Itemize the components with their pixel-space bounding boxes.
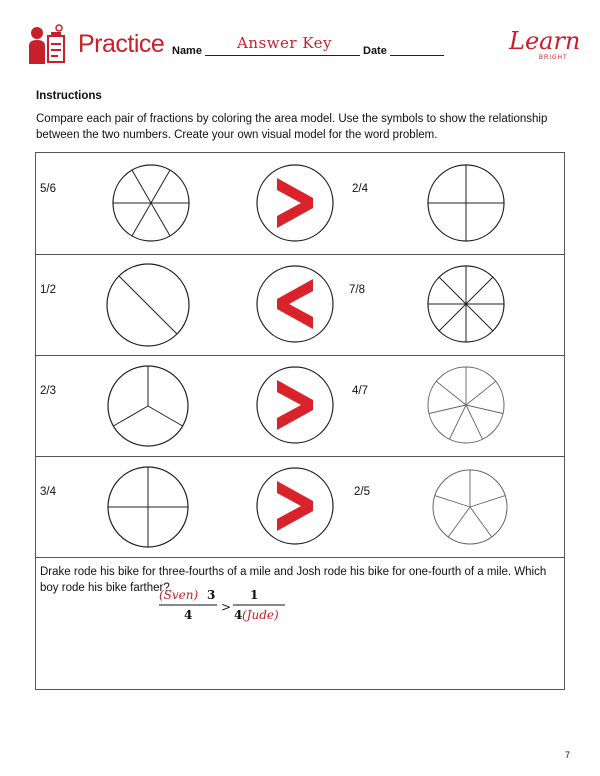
answer-key-label: Answer Key bbox=[237, 34, 332, 52]
answer-right-denominator: 4 bbox=[234, 608, 243, 622]
answer-left-name: (Sven) bbox=[159, 588, 199, 602]
left-fraction: 1/2 bbox=[40, 284, 56, 296]
comparison-table bbox=[35, 152, 565, 690]
word-problem bbox=[36, 557, 564, 689]
answer-right-numerator: 1 bbox=[250, 588, 259, 602]
name-label: Name bbox=[172, 45, 202, 57]
left-fraction: 2/3 bbox=[40, 385, 56, 397]
left-area-model[interactable] bbox=[105, 262, 191, 348]
date-field[interactable] bbox=[390, 55, 444, 56]
right-area-model[interactable] bbox=[426, 264, 506, 344]
comparison-row bbox=[36, 456, 564, 558]
page-number: 7 bbox=[565, 750, 571, 760]
comparison-row bbox=[36, 254, 564, 356]
teacher-icon bbox=[28, 24, 72, 64]
learn-bright-logo-sub: BRIGHT bbox=[539, 55, 568, 61]
comparison-symbol[interactable] bbox=[255, 264, 335, 344]
left-fraction: 5/6 bbox=[40, 183, 56, 195]
answer-right-name: (Jude) bbox=[242, 608, 279, 622]
left-area-model[interactable] bbox=[111, 163, 191, 243]
right-fraction: 2/5 bbox=[354, 486, 370, 498]
answer-left-numerator: 3 bbox=[207, 588, 216, 602]
word-problem-answer[interactable] bbox=[157, 585, 297, 633]
name-field[interactable] bbox=[205, 55, 360, 56]
comparison-symbol[interactable] bbox=[255, 163, 335, 243]
practice-title: Practice bbox=[78, 30, 165, 58]
comparison-symbol[interactable] bbox=[255, 365, 335, 445]
right-area-model[interactable] bbox=[431, 468, 509, 546]
comparison-row bbox=[36, 355, 564, 457]
right-fraction: 7/8 bbox=[349, 284, 365, 296]
left-fraction: 3/4 bbox=[40, 486, 56, 498]
learn-bright-logo: Learn bbox=[509, 27, 581, 55]
right-fraction: 4/7 bbox=[352, 385, 368, 397]
instructions-title: Instructions bbox=[36, 90, 102, 102]
answer-left-denominator: 4 bbox=[184, 608, 193, 622]
comparison-row bbox=[36, 153, 564, 255]
word-problem-text: Drake rode his bike for three-fourths of a mile and Josh rode his bike for one-fourth of a mile. Which boy rode his bike farther? bbox=[40, 566, 547, 594]
right-area-model[interactable] bbox=[426, 365, 506, 445]
answer-comparison: > bbox=[221, 600, 232, 614]
left-area-model[interactable] bbox=[106, 465, 190, 549]
left-area-model[interactable] bbox=[106, 364, 190, 448]
right-fraction: 2/4 bbox=[352, 183, 368, 195]
instructions-body: Compare each pair of fractions by coloring the area model. Use the symbols to show the relationship between the two numbers. Create your own visual model for the word problem. bbox=[36, 113, 548, 141]
comparison-symbol[interactable] bbox=[255, 466, 335, 546]
date-label: Date bbox=[363, 45, 387, 57]
right-area-model[interactable] bbox=[426, 163, 506, 243]
